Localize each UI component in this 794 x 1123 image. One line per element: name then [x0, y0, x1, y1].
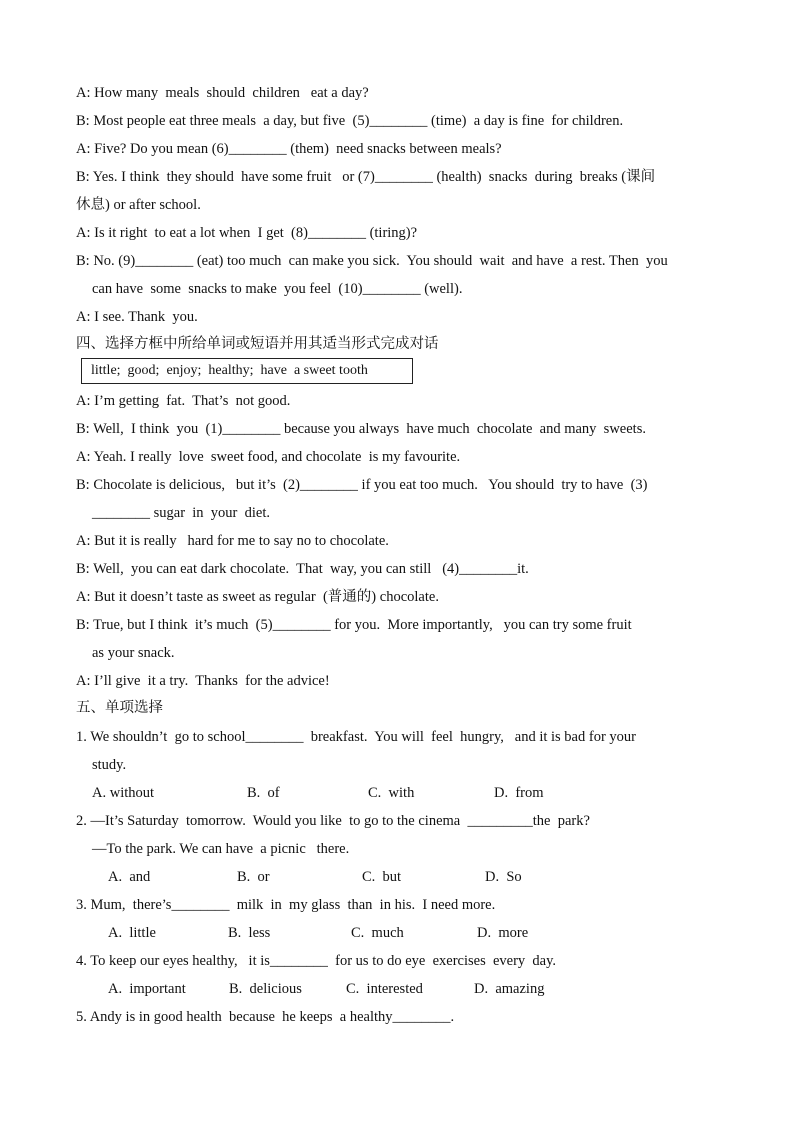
question-text: study.: [92, 757, 127, 773]
answer-option: B. less: [228, 925, 271, 941]
dialogue-line: A: I’m getting fat. That’s not good.: [76, 393, 291, 409]
dialogue-line: as your snack.: [92, 645, 175, 661]
answer-option: C. but: [362, 869, 402, 885]
answer-option: B. delicious: [229, 981, 302, 997]
dialogue-line: A: Five? Do you mean (6)________ (them) need snacks between meals?: [76, 141, 502, 157]
answer-option: D. amazing: [474, 981, 545, 997]
answer-option: D. So: [485, 869, 522, 885]
question-text: 3. Mum, there’s________ milk in my glass than in his. I need more.: [76, 897, 496, 913]
answer-option: D. more: [477, 925, 529, 941]
dialogue-line: A: Is it right to eat a lot when I get (8)________ (tiring)?: [76, 225, 418, 241]
answer-option: C. interested: [346, 981, 423, 997]
dialogue-line: B: No. (9)________ (eat) too much can make you sick. You should wait and have a rest. Then you: [76, 253, 668, 269]
section-heading: 五、单项选择: [76, 700, 163, 716]
word-box-text: little; good; enjoy; healthy; have a sweet tooth: [91, 363, 368, 378]
answer-option: D. from: [494, 785, 544, 801]
dialogue-line: B: True, but I think it’s much (5)________ for you. More importantly, you can try some fruit: [76, 617, 632, 633]
dialogue-line: 休息) or after school.: [76, 197, 201, 213]
dialogue-line: B: Most people eat three meals a day, but five (5)________ (time) a day is fine for children.: [76, 113, 624, 129]
answer-option: C. much: [351, 925, 404, 941]
answer-option: B. or: [237, 869, 270, 885]
question-text: 5. Andy is in good health because he keeps a healthy________.: [76, 1009, 455, 1025]
dialogue-line: B: Yes. I think they should have some fruit or (7)________ (health) snacks during breaks (课间: [76, 169, 656, 185]
dialogue-line: ________ sugar in your diet.: [92, 505, 271, 521]
dialogue-line: B: Well, you can eat dark chocolate. That way, you can still (4)________it.: [76, 561, 529, 577]
answer-option: A. without: [92, 785, 155, 801]
dialogue-line: A: But it doesn’t taste as sweet as regular (普通的) chocolate.: [76, 589, 439, 605]
dialogue-line: can have some snacks to make you feel (10)________ (well).: [92, 281, 463, 297]
answer-option: A. important: [108, 981, 186, 997]
answer-option: B. of: [247, 785, 280, 801]
dialogue-line: B: Well, I think you (1)________ because you always have much chocolate and many sweets.: [76, 421, 646, 437]
dialogue-line: A: Yeah. I really love sweet food, and chocolate is my favourite.: [76, 449, 461, 465]
word-box: [81, 358, 413, 384]
dialogue-line: A: I see. Thank you.: [76, 309, 198, 325]
dialogue-line: A: I’ll give it a try. Thanks for the advice!: [76, 673, 330, 689]
answer-option: A. and: [108, 869, 151, 885]
section-heading: 四、选择方框中所给单词或短语并用其适当形式完成对话: [76, 336, 439, 352]
dialogue-line: A: But it is really hard for me to say no to chocolate.: [76, 533, 389, 549]
answer-option: A. little: [108, 925, 156, 941]
answer-option: C. with: [368, 785, 415, 801]
dialogue-line: B: Chocolate is delicious, but it’s (2)________ if you eat too much. You should try to have (3): [76, 477, 648, 493]
question-text: 2. —It’s Saturday tomorrow. Would you like to go to the cinema _________the park?: [76, 813, 590, 829]
dialogue-line: A: How many meals should children eat a day?: [76, 85, 369, 101]
question-text: 1. We shouldn’t go to school________ breakfast. You will feel hungry, and it is bad for your: [76, 729, 636, 745]
question-text: —To the park. We can have a picnic there.: [92, 841, 350, 857]
question-text: 4. To keep our eyes healthy, it is________ for us to do eye exercises every day.: [76, 953, 557, 969]
